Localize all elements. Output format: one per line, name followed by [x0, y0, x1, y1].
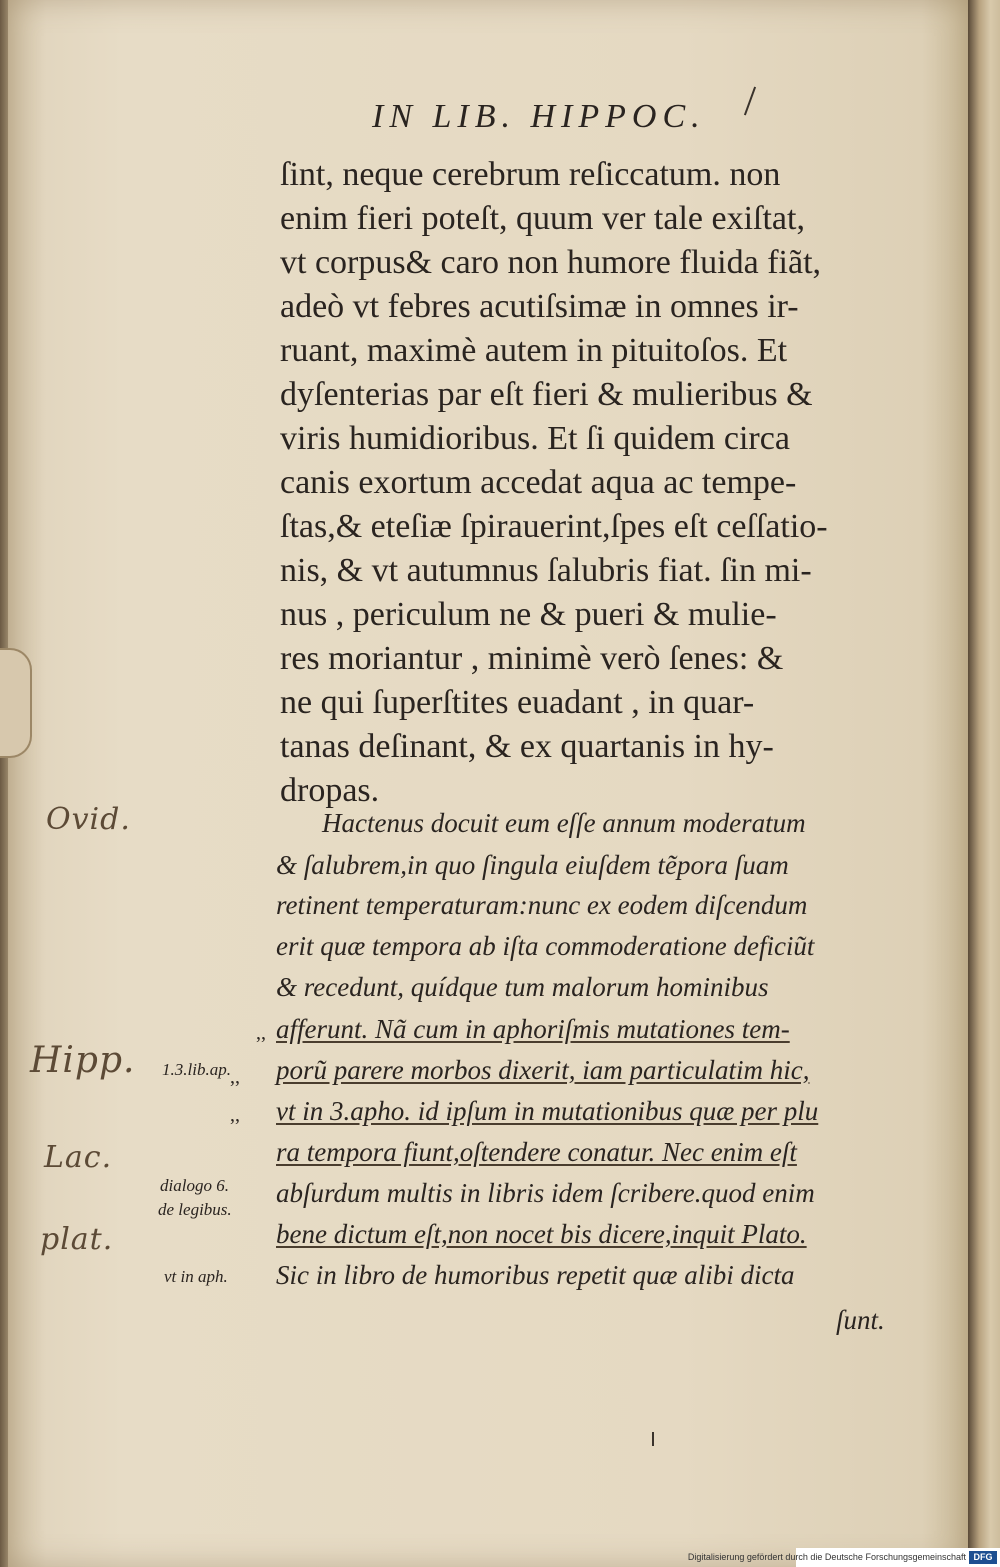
printed-marginal-note: vt in aph. — [164, 1267, 228, 1286]
printed-marginal-note: dialogo 6. — [160, 1176, 229, 1195]
body-line: viris humidioribus. Et ſi quidem circa — [280, 420, 790, 457]
commentary-line: Sic in libro de humoribus repetit quæ alibi dicta — [276, 1260, 795, 1290]
handwritten-note: Lac. — [44, 1140, 113, 1175]
body-line: tanas deſinant, & ex quartanis in hy- — [280, 728, 774, 765]
commentary-line: Hactenus docuit eum eſſe annum moderatum — [322, 808, 806, 838]
quotation-mark: ,, — [230, 1104, 240, 1126]
quotation-mark: ,, — [256, 1022, 266, 1044]
printed-marginal-note: 1.3.lib.ap. — [162, 1060, 231, 1079]
body-line: canis exortum accedat aqua ac tempe- — [280, 464, 797, 501]
printed-marginal-note: de legibus. — [158, 1200, 232, 1219]
footer-credit: Digitalisierung gefördert durch die Deutsche Forschungsgemeinschaft — [687, 1552, 966, 1562]
handwritten-note: Hipp. — [30, 1040, 136, 1081]
adjacent-page-edge — [968, 0, 1000, 1567]
stray-ink-mark — [652, 1432, 654, 1446]
commentary-line-underlined: afferunt. Nã cum in aphoriſmis mutationes tem- — [276, 1014, 790, 1044]
handwritten-note: Ovid. — [46, 802, 131, 837]
commentary-line-underlined: vt in 3.apho. id ipſum in mutationibus quæ per plu — [276, 1096, 819, 1126]
commentary-line: retinent temperaturam:nunc ex eodem diſcendum — [276, 890, 808, 920]
commentary-line: erit quæ tempora ab iſta commoderatione deficiũt — [276, 931, 815, 961]
body-line: dropas. — [280, 772, 380, 809]
body-line: adeò vt febres acutiſsimæ in omnes ir- — [280, 288, 799, 325]
commentary-line-underlined: porũ parere morbos dixerit, iam particulatim hic, — [276, 1055, 810, 1085]
body-line: ne qui ſuperſtites euadant , in quar- — [280, 684, 755, 721]
handwritten-note: plat. — [40, 1222, 114, 1257]
dfg-logo: DFG — [969, 1551, 997, 1564]
commentary-line: & ſalubrem,in quo ſingula eiuſdem tẽpora ſuam — [276, 850, 789, 880]
body-line: ſtas,& eteſiæ ſpirauerint,ſpes eſt ceſſatio- — [280, 508, 828, 545]
commentary-line-underlined: ra tempora fiunt,oſtendere conatur. Nec enim eſt — [276, 1137, 797, 1167]
body-line: vt corpus& caro non humore fluida fiãt, — [280, 244, 822, 281]
digitization-footer — [687, 1548, 1000, 1567]
quotation-mark: ,, — [230, 1066, 240, 1088]
page-tab-clip — [0, 648, 32, 758]
commentary-line: & recedunt, quídque tum malorum hominibus — [276, 972, 769, 1002]
body-line: dyſenterias par eſt fieri & mulieribus & — [280, 376, 813, 413]
commentary-line: abſurdum multis in libris idem ſcribere.quod enim — [276, 1178, 815, 1208]
body-line: res moriantur , minimè verò ſenes: & — [280, 640, 784, 677]
body-line: ruant, maximè autem in pituitoſos. Et — [280, 332, 788, 369]
body-line: enim fieri poteſt, quum ver tale exiſtat, — [280, 200, 805, 237]
body-line: nis, & vt autumnus ſalubris fiat. ſin mi- — [280, 552, 812, 589]
commentary-line: ſunt. — [836, 1305, 885, 1335]
running-head: IN LIB. HIPPOC. — [372, 98, 706, 135]
body-line: nus , periculum ne & pueri & mulie- — [280, 596, 777, 633]
commentary-line-underlined: bene dictum eſt,non nocet bis dicere,inquit Plato. — [276, 1219, 807, 1249]
body-line: ſint, neque cerebrum reſiccatum. non — [280, 156, 781, 193]
